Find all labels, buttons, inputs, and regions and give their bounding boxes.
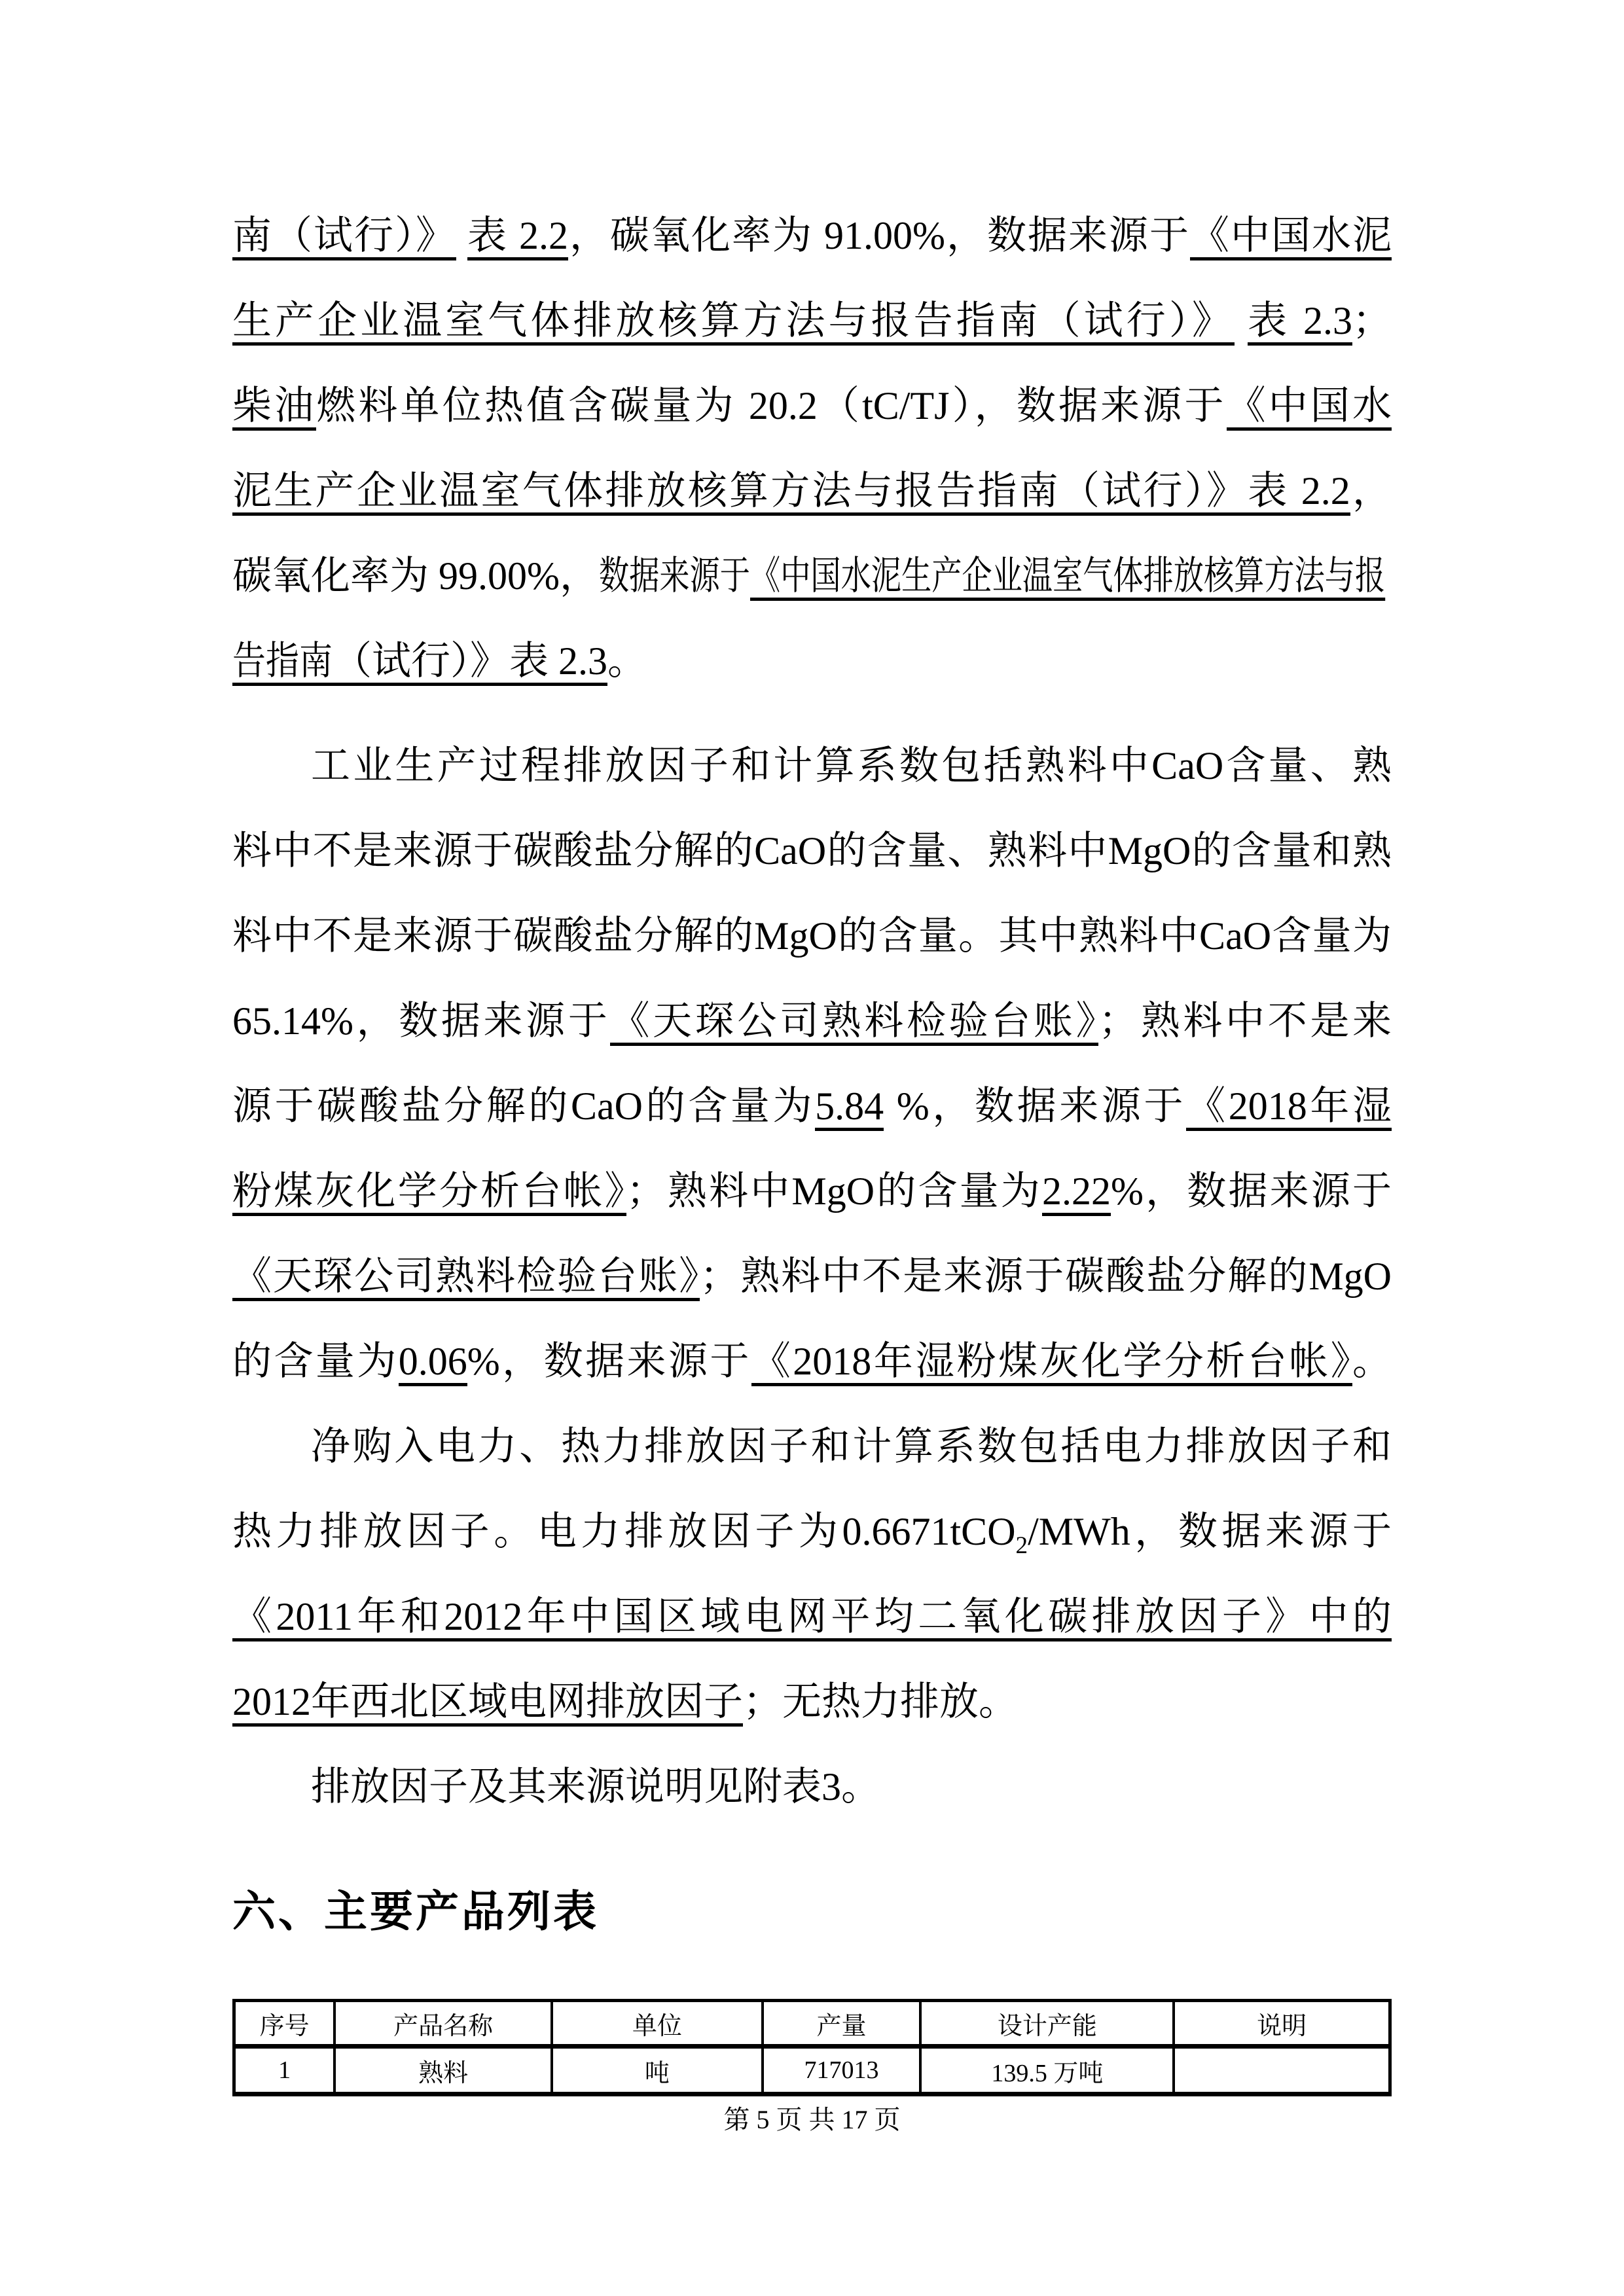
text-line [232, 278, 1392, 363]
text-segment: 生产企业温室气体排放核算方法与报告指南（试行）》 [232, 299, 1235, 346]
text-segment: 柴油 [232, 384, 316, 431]
text-line [232, 1319, 1392, 1404]
table-header-cell: 序号 [234, 2001, 335, 2047]
text-line [232, 193, 1392, 278]
text-segment: ；熟料中不是来源于碳酸盐分解的MgO [700, 1255, 1392, 1298]
text-segment: 南（试行）》 [232, 214, 456, 260]
table-header-cell: 产品名称 [334, 2001, 552, 2047]
text-segment: 65.14%，数据来源于 [232, 999, 611, 1043]
text-line [232, 978, 1392, 1064]
text-segment: 《2011年和2012年中国区域电网平均二氧化碳排放因子》中的 [232, 1595, 1392, 1641]
table-header-cell: 产量 [763, 2001, 921, 2047]
text-segment: 《中国水 [1227, 384, 1392, 431]
text-segment [599, 533, 1385, 619]
text-segment: ；无热力排放。 [743, 1680, 1018, 1723]
text-segment: 《天琛公司熟料检验台账》 [232, 1255, 700, 1301]
table-header-cell: 设计产能 [920, 2001, 1174, 2047]
table-cell [1174, 2047, 1390, 2094]
text-segment: （试行）》 [333, 639, 509, 686]
table-header-row [234, 2001, 1390, 2047]
text-segment [232, 619, 333, 704]
text-segment: 《中国水泥生产企业温室气体排放核算方法与报 [750, 554, 1385, 601]
text-line [232, 1149, 1392, 1234]
table-header-cell: 说明 [1174, 2001, 1390, 2047]
text-segment: 粉煤灰化学分析台帐》 [232, 1170, 626, 1216]
table-cell: 1 [234, 2047, 335, 2094]
text-line [232, 363, 1392, 448]
text-segment [1235, 299, 1248, 342]
table-cell: 熟料 [334, 2047, 552, 2094]
text-segment: 0.06 [399, 1340, 467, 1386]
text-line [232, 1064, 1392, 1149]
text-line [232, 1574, 1392, 1659]
text-line [232, 533, 1392, 619]
text-segment: %，数据来源于 [884, 1085, 1187, 1128]
table-cell: 吨 [552, 2047, 762, 2094]
text-segment: 料中不是来源于碳酸盐分解的MgO的含量。其中熟料中CaO含量为 [232, 914, 1392, 958]
text-segment: ，碳氧化率为 91.00%，数据来源于 [568, 214, 1191, 257]
text-segment [456, 214, 467, 257]
text-segment: 源于碳酸盐分解的CaO的含量为 [232, 1085, 816, 1128]
text-segment: 2 [1015, 1532, 1028, 1559]
text-segment: ；熟料中不是来 [1098, 999, 1392, 1043]
text-line [232, 723, 1392, 808]
text-segment: 2.22 [1042, 1170, 1111, 1216]
text-segment: 。 [607, 639, 647, 683]
table-row [234, 2047, 1390, 2094]
table-cell: 717013 [763, 2047, 921, 2094]
text-segment: 燃料单位热值含碳量为 20.2（tC/TJ），数据来源于 [316, 384, 1227, 427]
text-segment: /MWh，数据来源于 [1028, 1510, 1392, 1553]
text-segment: %，数据来源于 [1110, 1170, 1392, 1213]
table-cell: 139.5 万吨 [920, 2047, 1174, 2094]
products-table [232, 1999, 1392, 2096]
text-segment: 《2018年湿粉煤灰化学分析台帐》 [751, 1340, 1352, 1386]
text-segment: 的含量为 [232, 1340, 399, 1383]
text-segment: 告指南 [232, 639, 333, 686]
text-line [232, 893, 1392, 978]
text-segment: 表 2.3 [1248, 299, 1352, 346]
text-line [232, 1659, 1392, 1744]
text-segment: 。 [1352, 1340, 1392, 1383]
text-segment: 《中国水泥 [1190, 214, 1392, 260]
text-line [232, 1744, 1392, 1829]
text-line [232, 448, 1392, 533]
text-segment: 《2018年湿 [1186, 1085, 1392, 1131]
text-segment: 料中不是来源于碳酸盐分解的CaO的含量、熟料中MgO的含量和熟 [232, 829, 1392, 872]
text-segment: 碳氧化率为 99.00%， [232, 554, 599, 598]
text-line [232, 619, 1392, 704]
text-line [232, 1404, 1392, 1489]
text-segment: %，数据来源于 [467, 1340, 751, 1383]
text-segment: 表 2.3 [509, 639, 607, 686]
text-segment: 数据来源于 [598, 554, 750, 598]
text-segment: 5.84 [815, 1085, 884, 1131]
text-segment: 工业生产过程排放因子和计算系数包括熟料中CaO含量、熟 [311, 744, 1392, 787]
text-line [232, 808, 1392, 893]
text-segment: 热力排放因子。电力排放因子为0.6671tCO [232, 1510, 1016, 1553]
text-line [232, 1234, 1392, 1319]
text-segment: ；熟料中MgO的含量为 [626, 1170, 1042, 1213]
text-segment: 表 2.2 [1248, 469, 1350, 516]
text-segment: 泥生产企业温室气体排放核算方法与报告指南（试行）》 [232, 469, 1248, 516]
page-footer: 第 5 页 共 17 页 [723, 2105, 901, 2134]
text-line [232, 1489, 1392, 1574]
text-segment: 《天琛公司熟料检验台账》 [610, 999, 1098, 1046]
text-segment: 排放因子及其来源说明见附表3。 [311, 1765, 880, 1808]
text-segment: 表 2.2 [467, 214, 568, 260]
text-segment: ； [1352, 299, 1392, 342]
section-heading: 六、主要产品列表 [232, 1887, 599, 1935]
text-segment: 2012年西北区域电网排放因子 [232, 1680, 743, 1727]
text-segment: 净购入电力、热力排放因子和计算系数包括电力排放因子和 [311, 1425, 1392, 1468]
text-segment: ， [1350, 469, 1392, 512]
table-header-cell: 单位 [552, 2001, 762, 2047]
document-body [232, 193, 1392, 1829]
